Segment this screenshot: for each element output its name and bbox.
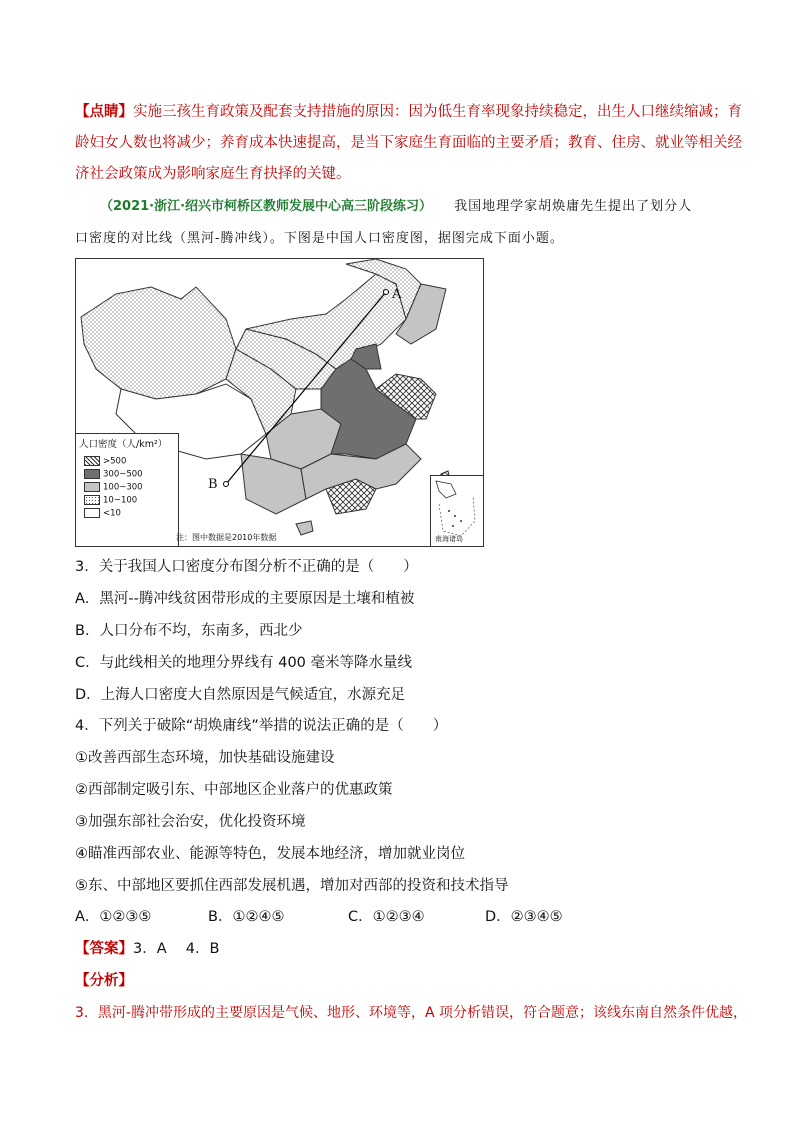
question-intro-line-1 bbox=[100, 197, 692, 217]
q3-option-a: A．黑河--腾冲线贫困带形成的主要原因是土壤和植被 bbox=[75, 591, 415, 607]
point-b-marker bbox=[224, 482, 229, 487]
q4-stem: 4．下列关于破除“胡焕庸线”举措的说法正确的是（ ） bbox=[75, 718, 448, 734]
q3-option-b: B．人口分布不均，东南多，西北少 bbox=[75, 623, 303, 639]
point-a-marker bbox=[384, 290, 389, 295]
intro-text-2: 口密度的对比线（黑河-腾冲线）。下图是中国人口密度图，据图完成下面小题。 bbox=[75, 231, 564, 246]
intro-text-1: 我国地理学家胡焕庸先生提出了划分人 bbox=[454, 199, 693, 214]
answer-label: 【答案】 bbox=[75, 941, 133, 957]
q4-option-d: D．②③④⑤ bbox=[485, 909, 563, 925]
q4-item-5: ⑤东、中部地区要抓住西部发展机遇，增加对西部的投资和技术指导 bbox=[75, 878, 509, 894]
legend-item-under-10: <10 bbox=[84, 508, 121, 519]
q3-option-c: C．与此线相关的地理分界线有 400 毫米等降水量线 bbox=[75, 655, 413, 671]
q3-stem: 3．关于我国人口密度分布图分析不正确的是（ ） bbox=[75, 559, 418, 575]
south-china-sea-inset bbox=[430, 475, 483, 546]
region-hainan bbox=[296, 521, 313, 535]
q4-item-4: ④瞄准西部农业、能源等特色，发展本地经济，增加就业岗位 bbox=[75, 846, 465, 862]
answer-line bbox=[75, 939, 219, 959]
legend-swatch-white bbox=[84, 508, 100, 518]
population-density-map bbox=[75, 258, 484, 547]
answer-text: 3．A 4．B bbox=[133, 941, 220, 957]
legend-item-300-500: 300~500 bbox=[84, 469, 143, 480]
analysis-label: 【分析】 bbox=[75, 973, 133, 989]
point-a-label: A bbox=[392, 287, 402, 302]
q4-item-1: ①改善西部生态环境，加快基础设施建设 bbox=[75, 750, 335, 766]
q4-option-a: A．①②③⑤ bbox=[75, 909, 152, 925]
q4-option-c: C．①②③④ bbox=[348, 909, 425, 925]
source-citation: （2021·浙江·绍兴市柯桥区教师发展中心高三阶段练习） bbox=[100, 199, 433, 214]
legend-swatch-crosshatch bbox=[84, 456, 100, 466]
region-xinjiang bbox=[81, 287, 236, 399]
legend-swatch-light bbox=[84, 482, 100, 492]
legend-item-500plus: >500 bbox=[84, 456, 126, 467]
region-central bbox=[321, 359, 416, 459]
map-legend bbox=[76, 433, 179, 547]
q4-option-b: B．①②④⑤ bbox=[208, 909, 285, 925]
tip-line-2: 龄妇女人数也将减少；养育成本快速提高，是当下家庭生育面临的主要矛盾；教育、住房、就业等相关经 bbox=[75, 135, 742, 151]
legend-swatch-dark bbox=[84, 469, 100, 479]
map-note: 注：图中数据是2010年数据 bbox=[176, 533, 277, 542]
legend-item-10-100: 10~100 bbox=[84, 495, 137, 506]
q4-item-3: ③加强东部社会治安，优化投资环境 bbox=[75, 814, 306, 830]
tip-line-3: 济社会政策成为影响家庭生育抉择的关键。 bbox=[75, 166, 351, 182]
q3-option-d: D．上海人口密度大自然原因是气候适宜，水源充足 bbox=[75, 687, 406, 703]
q4-item-2: ②西部制定吸引东、中部地区企业落户的优惠政策 bbox=[75, 782, 393, 798]
tip-line-1 bbox=[75, 102, 742, 122]
inset-label: 南海诸岛 bbox=[435, 535, 463, 543]
legend-title: 人口密度（人/km²） bbox=[79, 439, 168, 450]
tip-text-1: 实施三孩生育政策及配套支持措施的原因：因为低生育率现象持续稳定，出生人口继续缩减；育 bbox=[133, 104, 742, 120]
legend-item-100-300: 100~300 bbox=[84, 482, 143, 493]
point-b-label: B bbox=[208, 477, 218, 492]
analysis-text: 3．黑河-腾冲带形成的主要原因是气候、地形、环境等，A 项分析错误，符合题意；该线东南自然条件优越， bbox=[75, 1005, 747, 1021]
tip-label: 【点睛】 bbox=[75, 104, 133, 120]
legend-swatch-dots bbox=[84, 495, 100, 505]
